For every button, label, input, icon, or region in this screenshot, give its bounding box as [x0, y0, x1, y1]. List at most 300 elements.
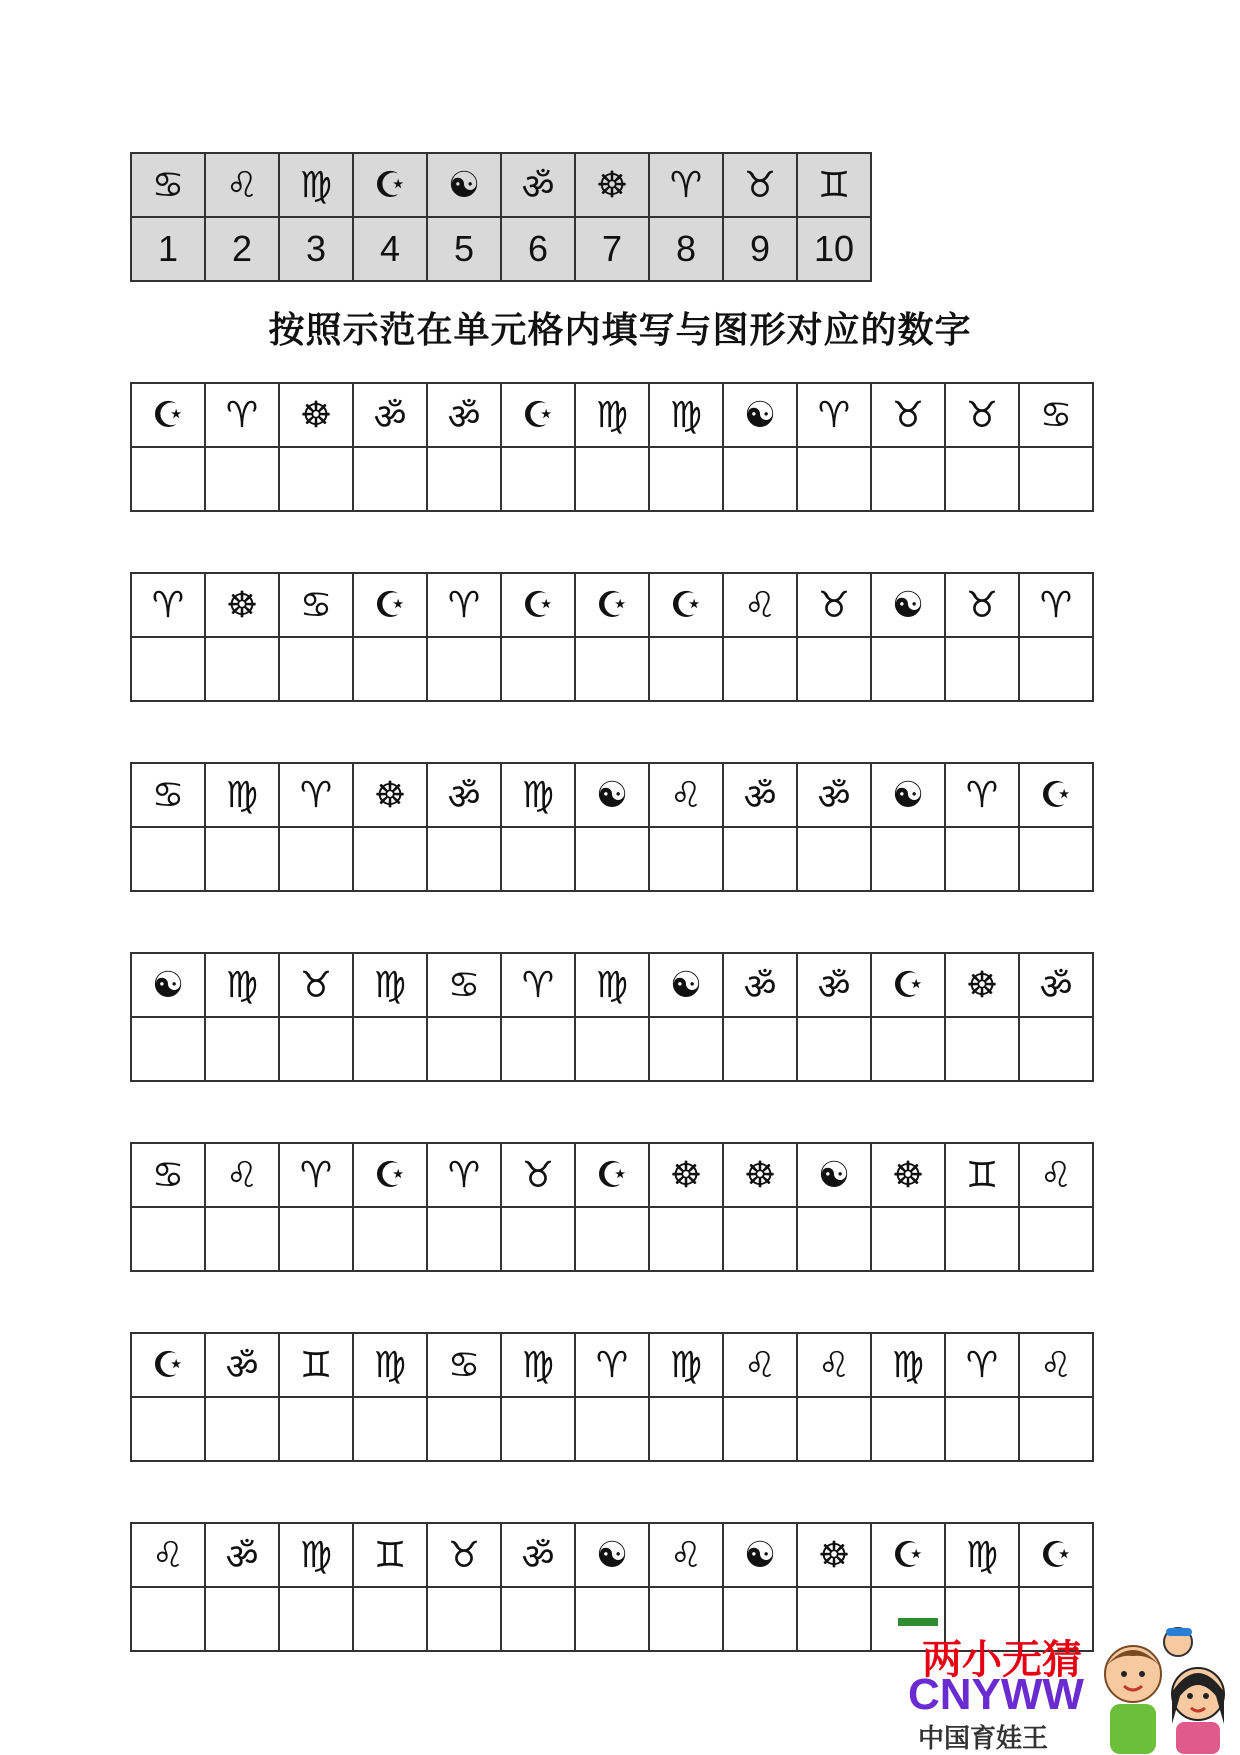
answer-cell[interactable] [575, 1587, 649, 1651]
crescent-star-icon: ☪ [891, 964, 925, 1006]
om-icon: ॐ [447, 776, 481, 818]
dharma-wheel-icon: ☸ [373, 774, 407, 816]
answer-cell[interactable] [871, 1397, 945, 1461]
watermark-bar [898, 1618, 938, 1626]
answer-cell[interactable] [649, 1587, 723, 1651]
symbol-cell [131, 953, 205, 1017]
gemini-icon: ♊ [817, 164, 851, 206]
answer-cell[interactable] [501, 637, 575, 701]
answer-cell[interactable] [575, 1017, 649, 1081]
answer-cell[interactable] [427, 1397, 501, 1461]
symbol-cell [649, 1333, 723, 1397]
symbol-cell [1019, 573, 1093, 637]
answer-cell[interactable] [427, 1587, 501, 1651]
om-icon: ॐ [1039, 966, 1073, 1008]
symbol-cell [649, 1523, 723, 1587]
crescent-star-icon: ☪ [1039, 1534, 1073, 1576]
symbol-cell [353, 1333, 427, 1397]
symbol-cell [871, 573, 945, 637]
symbol-cell [575, 1523, 649, 1587]
symbol-cell [871, 1523, 945, 1587]
symbol-cell [945, 573, 1019, 637]
yin-yang-icon: ☯ [151, 964, 185, 1006]
leo-icon: ♌ [225, 1154, 259, 1196]
answer-cell[interactable] [427, 827, 501, 891]
answer-cell[interactable] [723, 827, 797, 891]
symbol-cell [501, 383, 575, 447]
answer-cell[interactable] [797, 827, 871, 891]
symbol-cell [797, 573, 871, 637]
answer-cell[interactable] [797, 637, 871, 701]
virgo-icon: ♍ [373, 964, 407, 1006]
answer-cell[interactable] [1019, 1207, 1093, 1271]
crescent-star-icon: ☪ [1039, 774, 1073, 816]
answer-cell[interactable] [501, 1017, 575, 1081]
symbol-cell [353, 953, 427, 1017]
answer-cell[interactable] [723, 447, 797, 511]
answer-cell[interactable] [945, 447, 1019, 511]
symbol-cell [1019, 1143, 1093, 1207]
answer-cell[interactable] [723, 1207, 797, 1271]
leo-icon: ♌ [743, 584, 777, 626]
answer-cell[interactable] [131, 1397, 205, 1461]
leo-icon: ♌ [743, 1344, 777, 1386]
key-cell [279, 153, 353, 217]
aries-icon: ♈ [965, 1344, 999, 1386]
symbol-cell [205, 1523, 279, 1587]
cancer-icon: ♋ [299, 584, 333, 626]
symbol-cell [945, 1143, 1019, 1207]
answer-cell[interactable] [871, 1017, 945, 1081]
symbol-cell [723, 763, 797, 827]
answer-cell[interactable] [353, 1587, 427, 1651]
symbol-cell [723, 953, 797, 1017]
cancer-icon: ♋ [447, 964, 481, 1006]
answer-cell[interactable] [353, 637, 427, 701]
answer-cell[interactable] [205, 1207, 279, 1271]
yin-yang-icon: ☯ [891, 584, 925, 626]
om-icon: ॐ [521, 166, 555, 208]
answer-cell[interactable] [131, 1587, 205, 1651]
aries-icon: ♈ [447, 1154, 481, 1196]
crescent-star-icon: ☪ [373, 584, 407, 626]
cancer-icon: ♋ [151, 164, 185, 206]
virgo-icon: ♍ [891, 1344, 925, 1386]
symbol-cell [945, 953, 1019, 1017]
symbol-cell [427, 1523, 501, 1587]
symbol-cell [279, 1333, 353, 1397]
key-number: 2 [231, 228, 253, 269]
key-cell [797, 153, 871, 217]
cancer-icon: ♋ [151, 774, 185, 816]
answer-cell[interactable] [723, 1587, 797, 1651]
symbol-cell [205, 1333, 279, 1397]
symbol-cell [353, 763, 427, 827]
answer-cell[interactable] [945, 1397, 1019, 1461]
symbol-cell [871, 383, 945, 447]
crescent-star-icon: ☪ [891, 1534, 925, 1576]
om-icon: ॐ [225, 1536, 259, 1578]
symbol-cell [871, 953, 945, 1017]
symbol-cell [575, 383, 649, 447]
symbol-cell [205, 763, 279, 827]
symbol-cell [131, 1523, 205, 1587]
symbol-cell [279, 953, 353, 1017]
symbol-row [131, 953, 1093, 1017]
watermark-sub-text: 中国育娃王 [918, 1724, 1049, 1754]
symbol-cell [427, 1143, 501, 1207]
answer-cell[interactable] [279, 1017, 353, 1081]
answer-cell[interactable] [575, 827, 649, 891]
symbol-cell [871, 763, 945, 827]
symbol-row [131, 1523, 1093, 1587]
symbol-cell [353, 383, 427, 447]
answer-cell[interactable] [279, 827, 353, 891]
answer-cell[interactable] [945, 637, 1019, 701]
aries-icon: ♈ [225, 394, 259, 436]
key-cell [649, 153, 723, 217]
answer-cell[interactable] [427, 637, 501, 701]
answer-cell[interactable] [205, 827, 279, 891]
dharma-wheel-icon: ☸ [891, 1154, 925, 1196]
virgo-icon: ♍ [521, 774, 555, 816]
taurus-icon: ♉ [891, 394, 925, 436]
symbol-cell [575, 953, 649, 1017]
symbol-cell [1019, 763, 1093, 827]
key-number-cell [353, 217, 427, 281]
answer-cell[interactable] [131, 1207, 205, 1271]
key-number: 3 [305, 228, 327, 269]
answer-cell[interactable] [353, 827, 427, 891]
symbol-cell [871, 1143, 945, 1207]
answer-cell[interactable] [353, 1207, 427, 1271]
key-number: 6 [527, 228, 549, 269]
virgo-icon: ♍ [373, 1344, 407, 1386]
answer-cell[interactable] [131, 827, 205, 891]
yin-yang-icon: ☯ [817, 1154, 851, 1196]
key-number-cell [575, 217, 649, 281]
symbol-cell [945, 383, 1019, 447]
answer-cell[interactable] [205, 447, 279, 511]
answer-cell[interactable] [649, 1207, 723, 1271]
yin-yang-icon: ☯ [743, 1534, 777, 1576]
symbol-cell [279, 383, 353, 447]
symbol-cell [723, 383, 797, 447]
key-number-row [131, 217, 871, 281]
key-number: 4 [379, 228, 401, 269]
answer-cell[interactable] [205, 1017, 279, 1081]
symbol-cell [131, 1333, 205, 1397]
symbol-cell [871, 1333, 945, 1397]
symbol-cell [501, 1333, 575, 1397]
symbol-cell [501, 1523, 575, 1587]
answer-cell[interactable] [871, 827, 945, 891]
crescent-star-icon: ☪ [595, 1154, 629, 1196]
answer-cell[interactable] [501, 827, 575, 891]
answer-cell[interactable] [501, 1207, 575, 1271]
taurus-icon: ♉ [299, 964, 333, 1006]
symbol-row [131, 1333, 1093, 1397]
answer-cell[interactable] [279, 1397, 353, 1461]
leo-icon: ♌ [817, 1344, 851, 1386]
answer-cell[interactable] [649, 637, 723, 701]
answer-cell[interactable] [501, 447, 575, 511]
dharma-wheel-icon: ☸ [595, 164, 629, 206]
crescent-star-icon: ☪ [373, 1154, 407, 1196]
key-cell [723, 153, 797, 217]
key-number-cell [205, 217, 279, 281]
dharma-wheel-icon: ☸ [225, 584, 259, 626]
symbol-cell [131, 1143, 205, 1207]
symbol-cell [723, 1143, 797, 1207]
virgo-icon: ♍ [299, 1534, 333, 1576]
symbol-cell [575, 1143, 649, 1207]
answer-cell[interactable] [945, 1207, 1019, 1271]
dharma-wheel-icon: ☸ [743, 1154, 777, 1196]
symbol-cell [427, 383, 501, 447]
answer-cell[interactable] [1019, 827, 1093, 891]
dharma-wheel-icon: ☸ [965, 964, 999, 1006]
answer-cell[interactable] [575, 637, 649, 701]
om-icon: ॐ [447, 396, 481, 438]
answer-cell[interactable] [649, 447, 723, 511]
answer-cell[interactable] [797, 1587, 871, 1651]
answer-cell[interactable] [723, 1017, 797, 1081]
answer-cell[interactable] [427, 1017, 501, 1081]
virgo-icon: ♍ [521, 1344, 555, 1386]
key-cell [575, 153, 649, 217]
dharma-wheel-icon: ☸ [299, 394, 333, 436]
symbol-cell [279, 1523, 353, 1587]
crescent-star-icon: ☪ [521, 394, 555, 436]
answer-row [131, 1207, 1093, 1271]
symbol-cell [1019, 953, 1093, 1017]
symbol-cell [945, 763, 1019, 827]
symbol-cell [723, 1333, 797, 1397]
dharma-wheel-icon: ☸ [669, 1154, 703, 1196]
answer-cell[interactable] [279, 1587, 353, 1651]
answer-cell[interactable] [427, 1207, 501, 1271]
om-icon: ॐ [743, 966, 777, 1008]
symbol-cell [649, 953, 723, 1017]
aries-icon: ♈ [151, 584, 185, 626]
symbol-row [131, 763, 1093, 827]
symbol-cell [205, 573, 279, 637]
leo-icon: ♌ [1039, 1154, 1073, 1196]
answer-cell[interactable] [797, 1017, 871, 1081]
worksheet-table [130, 1332, 1094, 1462]
symbol-cell [945, 1523, 1019, 1587]
symbol-cell [649, 383, 723, 447]
key-number-cell [649, 217, 723, 281]
answer-cell[interactable] [279, 637, 353, 701]
yin-yang-icon: ☯ [447, 164, 481, 206]
answer-cell[interactable] [353, 1397, 427, 1461]
key-number: 5 [453, 228, 475, 269]
answer-cell[interactable] [575, 447, 649, 511]
symbol-cell [575, 573, 649, 637]
taurus-icon: ♉ [965, 394, 999, 436]
om-icon: ॐ [817, 776, 851, 818]
symbol-cell [131, 763, 205, 827]
symbol-cell [1019, 1523, 1093, 1587]
aries-icon: ♈ [299, 774, 333, 816]
crescent-star-icon: ☪ [373, 164, 407, 206]
answer-cell[interactable] [501, 1397, 575, 1461]
virgo-icon: ♍ [299, 164, 333, 206]
symbol-cell [649, 573, 723, 637]
symbol-cell [797, 953, 871, 1017]
worksheet-table [130, 572, 1094, 702]
aries-icon: ♈ [595, 1344, 629, 1386]
gemini-icon: ♊ [965, 1154, 999, 1196]
instruction-title: 按照示范在单元格内填写与图形对应的数字 [268, 310, 972, 351]
key-number-cell [797, 217, 871, 281]
symbol-cell [797, 383, 871, 447]
crescent-star-icon: ☪ [151, 394, 185, 436]
yin-yang-icon: ☯ [891, 774, 925, 816]
key-number-cell [279, 217, 353, 281]
om-icon: ॐ [521, 1536, 555, 1578]
symbol-cell [575, 1333, 649, 1397]
key-number: 10 [813, 228, 855, 269]
symbol-cell [427, 763, 501, 827]
leo-icon: ♌ [669, 1534, 703, 1576]
answer-cell[interactable] [723, 637, 797, 701]
answer-cell[interactable] [797, 1397, 871, 1461]
answer-cell[interactable] [1019, 637, 1093, 701]
key-number: 1 [157, 228, 179, 269]
answer-cell[interactable] [279, 1207, 353, 1271]
kids-illustration-icon [1088, 1624, 1238, 1754]
leo-icon: ♌ [151, 1534, 185, 1576]
answer-cell[interactable] [131, 637, 205, 701]
yin-yang-icon: ☯ [743, 394, 777, 436]
cancer-icon: ♋ [1039, 394, 1073, 436]
yin-yang-icon: ☯ [595, 1534, 629, 1576]
crescent-star-icon: ☪ [669, 584, 703, 626]
virgo-icon: ♍ [225, 964, 259, 1006]
answer-row [131, 637, 1093, 701]
answer-cell[interactable] [797, 447, 871, 511]
symbol-cell [797, 763, 871, 827]
crescent-star-icon: ☪ [151, 1344, 185, 1386]
answer-cell[interactable] [131, 447, 205, 511]
answer-cell[interactable] [1019, 1017, 1093, 1081]
answer-cell[interactable] [649, 827, 723, 891]
answer-cell[interactable] [945, 827, 1019, 891]
answer-cell[interactable] [871, 637, 945, 701]
answer-cell[interactable] [205, 1587, 279, 1651]
answer-row [131, 1017, 1093, 1081]
watermark-logo [898, 1618, 1240, 1754]
symbol-row [131, 573, 1093, 637]
symbol-cell [279, 1143, 353, 1207]
answer-cell[interactable] [575, 1397, 649, 1461]
virgo-icon: ♍ [225, 774, 259, 816]
answer-cell[interactable] [723, 1397, 797, 1461]
key-number-cell [131, 217, 205, 281]
answer-cell[interactable] [945, 1017, 1019, 1081]
symbol-cell [279, 763, 353, 827]
answer-cell[interactable] [131, 1017, 205, 1081]
symbol-cell [205, 383, 279, 447]
key-cell [131, 153, 205, 217]
om-icon: ॐ [817, 966, 851, 1008]
key-table [130, 152, 872, 282]
symbol-cell [131, 573, 205, 637]
key-cell [205, 153, 279, 217]
symbol-cell [205, 1143, 279, 1207]
aries-icon: ♈ [965, 774, 999, 816]
symbol-cell [723, 573, 797, 637]
answer-row [131, 447, 1093, 511]
answer-cell[interactable] [649, 1397, 723, 1461]
gemini-icon: ♊ [373, 1534, 407, 1576]
answer-cell[interactable] [871, 1207, 945, 1271]
om-icon: ॐ [743, 776, 777, 818]
cancer-icon: ♋ [447, 1344, 481, 1386]
leo-icon: ♌ [669, 774, 703, 816]
leo-icon: ♌ [1039, 1344, 1073, 1386]
key-number-cell [501, 217, 575, 281]
symbol-cell [427, 953, 501, 1017]
symbol-cell [1019, 383, 1093, 447]
answer-cell[interactable] [797, 1207, 871, 1271]
yin-yang-icon: ☯ [595, 774, 629, 816]
dharma-wheel-icon: ☸ [817, 1534, 851, 1576]
virgo-icon: ♍ [965, 1534, 999, 1576]
answer-cell[interactable] [353, 447, 427, 511]
taurus-icon: ♉ [965, 584, 999, 626]
key-cell [353, 153, 427, 217]
symbol-cell [353, 1523, 427, 1587]
om-icon: ॐ [373, 396, 407, 438]
symbol-cell [723, 1523, 797, 1587]
cancer-icon: ♋ [151, 1154, 185, 1196]
symbol-cell [797, 1143, 871, 1207]
aries-icon: ♈ [817, 394, 851, 436]
answer-cell[interactable] [649, 1017, 723, 1081]
aries-icon: ♈ [669, 164, 703, 206]
yin-yang-icon: ☯ [669, 964, 703, 1006]
answer-cell[interactable] [279, 447, 353, 511]
answer-cell[interactable] [1019, 1397, 1093, 1461]
key-number: 9 [749, 228, 771, 269]
symbol-cell [501, 763, 575, 827]
virgo-icon: ♍ [669, 1344, 703, 1386]
answer-cell[interactable] [501, 1587, 575, 1651]
answer-cell[interactable] [205, 1397, 279, 1461]
answer-cell[interactable] [427, 447, 501, 511]
watermark-cn-text: 两小无猜 [922, 1637, 1082, 1683]
symbol-cell [427, 573, 501, 637]
answer-cell[interactable] [205, 637, 279, 701]
taurus-icon: ♉ [817, 584, 851, 626]
symbol-cell [649, 1143, 723, 1207]
answer-cell[interactable] [1019, 447, 1093, 511]
taurus-icon: ♉ [743, 164, 777, 206]
om-icon: ॐ [225, 1346, 259, 1388]
symbol-cell [131, 383, 205, 447]
answer-cell[interactable] [575, 1207, 649, 1271]
answer-cell[interactable] [353, 1017, 427, 1081]
symbol-row [131, 383, 1093, 447]
answer-cell[interactable] [871, 447, 945, 511]
symbol-cell [945, 1333, 1019, 1397]
symbol-cell [575, 763, 649, 827]
symbol-cell [427, 1333, 501, 1397]
